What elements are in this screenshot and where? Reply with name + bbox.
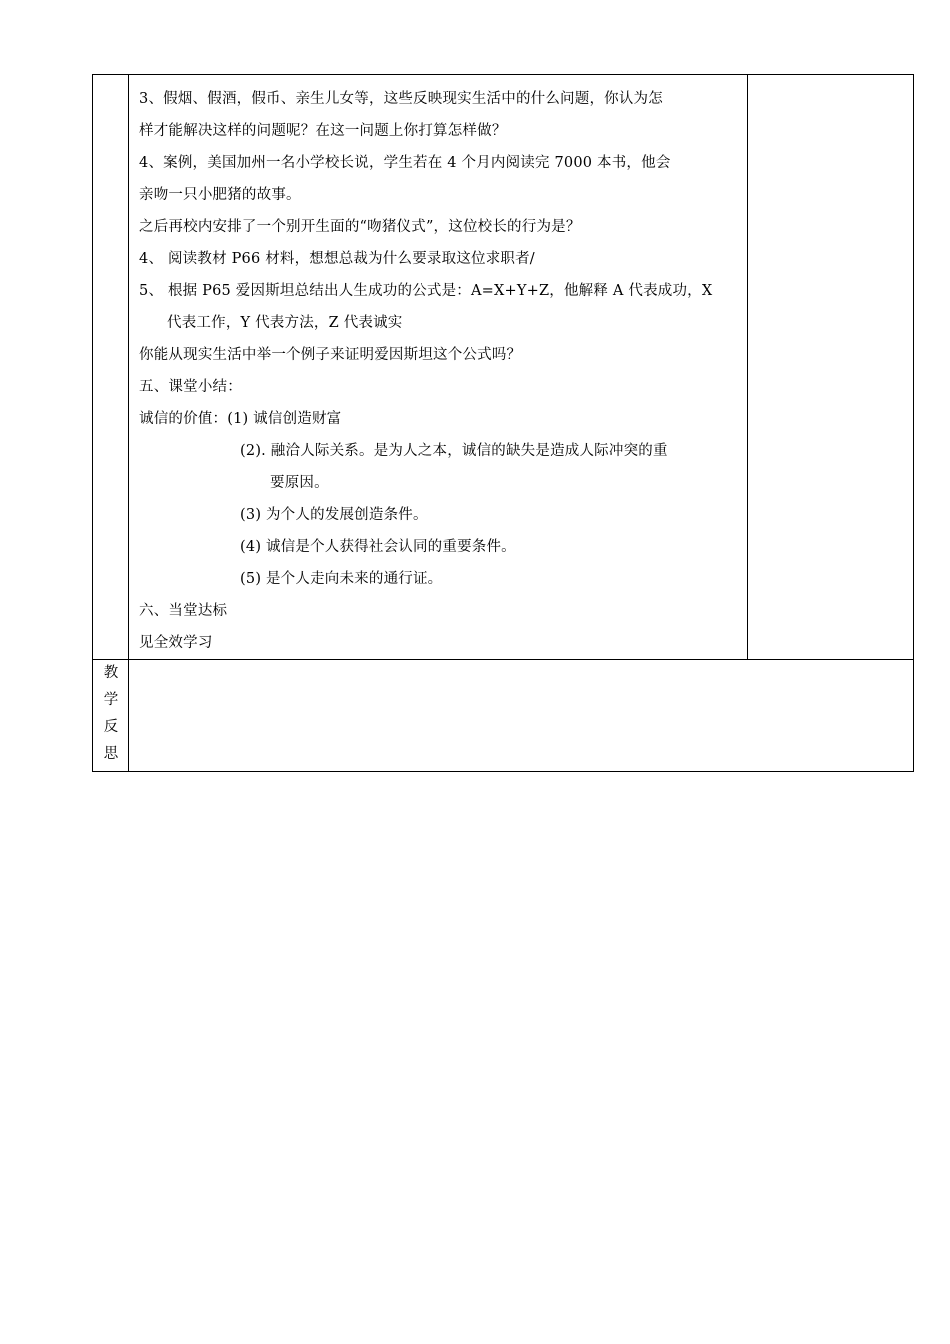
reflection-label-char: 学 bbox=[103, 692, 119, 708]
reflection-label bbox=[93, 660, 129, 768]
lesson-content-row bbox=[93, 75, 914, 660]
reflection-content-cell[interactable] bbox=[129, 660, 914, 772]
reflection-row bbox=[93, 660, 914, 772]
question-4-line-1: 4、案例，美国加州一名小学校长说，学生若在 4 个月内阅读完 7000 本书，他会 bbox=[139, 155, 671, 171]
value-item-2-line-1: (2). 融洽人际关系。是为人之本，诚信的缺失是造成人际冲突的重 bbox=[240, 443, 668, 459]
value-item-5: (5) 是个人走向未来的通行证。 bbox=[240, 571, 443, 587]
right-blank-cell bbox=[747, 75, 913, 660]
reflection-label-cell bbox=[93, 660, 129, 772]
question-5-line-2: 代表工作，Y 代表方法，Z 代表诚实 bbox=[167, 315, 403, 331]
lesson-content bbox=[129, 75, 747, 659]
reflection-label-char: 反 bbox=[103, 719, 119, 735]
question-4b: 4、 阅读教材 P66 材料，想想总裁为什么要录取这位求职者/ bbox=[139, 251, 535, 267]
section-6-title: 六、当堂达标 bbox=[139, 603, 228, 619]
lesson-plan-table bbox=[92, 74, 914, 772]
section-6-body: 见全效学习 bbox=[139, 635, 213, 651]
lesson-content-cell bbox=[129, 75, 748, 660]
value-item-1: 诚信的价值：(1) 诚信创造财富 bbox=[139, 411, 342, 427]
question-3-line-1: 3、假烟、假酒，假币、亲生儿女等，这些反映现实生活中的什么问题，你认为怎 bbox=[139, 91, 663, 107]
reflection-label-char: 思 bbox=[103, 746, 119, 762]
section-5-title: 五、课堂小结： bbox=[139, 379, 242, 395]
value-item-2-line-2: 要原因。 bbox=[270, 475, 329, 491]
question-3-line-2: 样才能解决这样的问题呢？在这一问题上你打算怎样做？ bbox=[139, 123, 507, 139]
value-item-4: (4) 诚信是个人获得社会认同的重要条件。 bbox=[240, 539, 516, 555]
question-4-line-3: 之后再校内安排了一个别开生面的“吻猪仪式”，这位校长的行为是？ bbox=[139, 219, 581, 235]
question-5-line-1: 5、 根据 P65 爱因斯坦总结出人生成功的公式是：A=X+Y+Z，他解释 A 代表成功，X bbox=[139, 283, 713, 299]
reflection-label-char: 教 bbox=[103, 665, 119, 681]
value-item-3: (3) 为个人的发展创造条件。 bbox=[240, 507, 428, 523]
question-4-line-2: 亲吻一只小肥猪的故事。 bbox=[139, 187, 301, 203]
left-blank-cell bbox=[93, 75, 129, 660]
question-5-line-3: 你能从现实生活中举一个例子来证明爱因斯坦这个公式吗？ bbox=[139, 347, 522, 363]
